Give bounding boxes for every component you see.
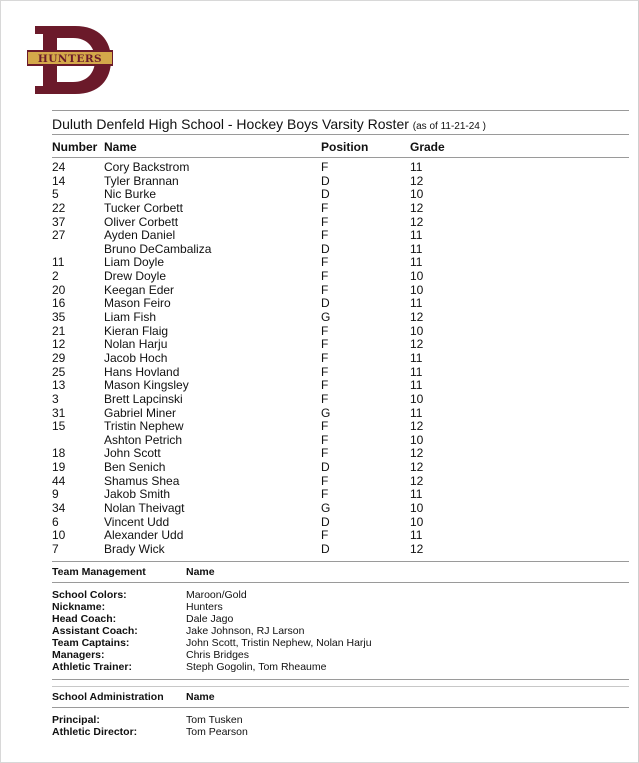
player-position: F <box>321 350 329 365</box>
player-name: Shamus Shea <box>104 473 180 488</box>
player-number: 9 <box>52 487 59 502</box>
player-number: 16 <box>52 296 66 311</box>
roster-list <box>52 158 629 561</box>
player-position: F <box>321 446 329 461</box>
info-row <box>52 601 629 613</box>
player-name: Tyler Brannan <box>104 173 179 188</box>
roster-row <box>52 529 629 543</box>
player-name: Drew Doyle <box>104 269 167 284</box>
team-management-header <box>52 562 629 582</box>
player-position: F <box>321 378 329 393</box>
player-grade: 12 <box>410 214 424 229</box>
info-value: Maroon/Gold <box>186 588 247 601</box>
roster-title: Duluth Denfeld High School - Hockey Boys Varsity Roster <box>52 116 409 132</box>
roster-row <box>52 256 629 270</box>
player-position: F <box>321 432 329 447</box>
player-number: 25 <box>52 364 66 379</box>
player-grade: 11 <box>410 528 423 543</box>
as-of-date: (as of 11-21-24 ) <box>412 121 486 132</box>
roster-row <box>52 543 629 557</box>
roster-row <box>52 366 629 380</box>
player-position: F <box>321 364 329 379</box>
player-position: F <box>321 255 329 270</box>
info-value: John Scott, Tristin Nephew, Nolan Harju <box>186 636 372 649</box>
player-number: 44 <box>52 473 66 488</box>
school-administration-list <box>52 708 629 744</box>
team-management-heading: Team Management <box>52 565 146 578</box>
player-position: G <box>321 405 331 420</box>
team-management-list <box>52 583 629 679</box>
player-position: D <box>321 187 330 202</box>
player-name: Nolan Harju <box>104 337 168 352</box>
column-position: Position <box>321 140 369 154</box>
info-row <box>52 714 629 726</box>
info-value: Hunters <box>186 600 223 613</box>
player-grade: 12 <box>410 541 424 556</box>
player-position: F <box>321 228 329 243</box>
school-administration-heading: School Administration <box>52 690 164 703</box>
player-name: Bruno DeCambaliza <box>104 241 212 256</box>
info-label: Assistant Coach: <box>52 624 138 637</box>
player-position: F <box>321 200 329 215</box>
roster-row <box>52 447 629 461</box>
player-position: F <box>321 473 329 488</box>
info-label: School Colors: <box>52 588 127 601</box>
info-row <box>52 589 629 601</box>
player-number: 19 <box>52 460 66 475</box>
roster-row <box>52 338 629 352</box>
player-name: Kieran Flaig <box>104 323 169 338</box>
player-grade: 11 <box>410 487 423 502</box>
player-number: 6 <box>52 514 59 529</box>
team-management-name-heading: Name <box>186 565 215 578</box>
player-name: John Scott <box>104 446 161 461</box>
roster-row <box>52 393 629 407</box>
info-row <box>52 625 629 637</box>
player-name: Jacob Hoch <box>104 350 168 365</box>
player-position: F <box>321 323 329 338</box>
roster-row <box>52 475 629 489</box>
roster-row <box>52 420 629 434</box>
player-name: Oliver Corbett <box>104 214 179 229</box>
player-name: Nolan Theivagt <box>104 501 185 516</box>
roster-row <box>52 188 629 202</box>
info-row <box>52 726 629 738</box>
player-name: Alexander Udd <box>104 528 184 543</box>
player-grade: 10 <box>410 269 424 284</box>
roster-row <box>52 516 629 530</box>
roster-row <box>52 325 629 339</box>
info-row <box>52 649 629 661</box>
info-row <box>52 613 629 625</box>
player-name: Ashton Petrich <box>104 432 183 447</box>
roster-header <box>52 135 629 157</box>
player-grade: 12 <box>410 446 424 461</box>
player-grade: 11 <box>410 160 423 174</box>
logo-text: HUNTERS <box>37 53 103 65</box>
player-name: Vincent Udd <box>104 514 170 529</box>
player-number: 5 <box>52 187 59 202</box>
roster-document <box>52 110 629 744</box>
player-grade: 11 <box>410 296 423 311</box>
info-value: Tom Pearson <box>186 725 248 738</box>
roster-row <box>52 461 629 475</box>
player-number: 31 <box>52 405 66 420</box>
roster-row <box>52 284 629 298</box>
player-number <box>52 434 104 448</box>
info-label: Head Coach: <box>52 612 117 625</box>
player-number: 11 <box>52 255 65 270</box>
player-grade: 12 <box>410 337 424 352</box>
player-number: 24 <box>52 160 66 174</box>
player-number: 22 <box>52 200 66 215</box>
player-name: Liam Fish <box>104 310 157 325</box>
player-name: Cory Backstrom <box>104 160 190 174</box>
player-name: Gabriel Miner <box>104 405 177 420</box>
player-number: 13 <box>52 378 66 393</box>
info-label: Principal: <box>52 713 100 726</box>
player-name: Mason Kingsley <box>104 378 189 393</box>
column-name: Name <box>104 140 137 154</box>
player-number: 2 <box>52 269 59 284</box>
info-label: Team Captains: <box>52 636 130 649</box>
roster-row <box>52 229 629 243</box>
school-administration-header <box>52 687 629 707</box>
roster-row <box>52 488 629 502</box>
info-value: Chris Bridges <box>186 648 250 661</box>
player-position: D <box>321 541 330 556</box>
player-grade: 12 <box>410 173 424 188</box>
player-name: Jakob Smith <box>104 487 171 502</box>
player-number: 29 <box>52 350 66 365</box>
player-name: Brady Wick <box>104 541 165 556</box>
player-grade: 12 <box>410 460 424 475</box>
player-name: Ben Senich <box>104 460 166 475</box>
player-number: 20 <box>52 282 66 297</box>
player-number: 37 <box>52 214 66 229</box>
roster-row <box>52 175 629 189</box>
info-row <box>52 637 629 649</box>
player-number: 15 <box>52 419 66 434</box>
player-name: Nic Burke <box>104 187 157 202</box>
player-position: F <box>321 269 329 284</box>
player-grade: 10 <box>410 514 424 529</box>
player-number: 35 <box>52 310 66 325</box>
roster-row <box>52 434 629 448</box>
info-label: Managers: <box>52 648 105 661</box>
player-name: Brett Lapcinski <box>104 391 183 406</box>
player-position: D <box>321 241 330 256</box>
roster-row <box>52 379 629 393</box>
player-grade: 12 <box>410 200 424 215</box>
roster-row <box>52 297 629 311</box>
roster-row <box>52 243 629 257</box>
player-grade: 11 <box>410 405 423 420</box>
info-value: Jake Johnson, RJ Larson <box>186 624 305 637</box>
player-number: 18 <box>52 446 66 461</box>
roster-row <box>52 502 629 516</box>
player-grade: 11 <box>410 350 423 365</box>
player-number: 3 <box>52 391 59 406</box>
player-grade: 11 <box>410 228 423 243</box>
player-position: F <box>321 337 329 352</box>
player-grade: 10 <box>410 187 424 202</box>
player-grade: 10 <box>410 323 424 338</box>
player-grade: 10 <box>410 391 424 406</box>
player-position: F <box>321 214 329 229</box>
player-number: 21 <box>52 323 66 338</box>
player-grade: 11 <box>410 255 423 270</box>
player-number: 10 <box>52 528 66 543</box>
column-grade: Grade <box>410 140 445 154</box>
player-name: Hans Hovland <box>104 364 180 379</box>
player-number: 27 <box>52 228 66 243</box>
player-number: 7 <box>52 541 59 556</box>
player-grade: 11 <box>410 364 423 379</box>
player-number <box>52 243 104 257</box>
school-administration-name-heading: Name <box>186 690 215 703</box>
roster-title-row <box>52 111 629 134</box>
column-number: Number <box>52 140 98 154</box>
player-position: F <box>321 160 329 174</box>
player-position: G <box>321 501 331 516</box>
player-grade: 10 <box>410 501 424 516</box>
player-position: F <box>321 487 329 502</box>
player-name: Liam Doyle <box>104 255 165 270</box>
player-grade: 12 <box>410 419 424 434</box>
player-number: 12 <box>52 337 66 352</box>
player-number: 14 <box>52 173 66 188</box>
player-position: D <box>321 514 330 529</box>
player-position: F <box>321 528 329 543</box>
roster-row <box>52 407 629 421</box>
player-position: F <box>321 282 329 297</box>
player-position: D <box>321 460 330 475</box>
player-grade: 10 <box>410 432 424 447</box>
roster-row <box>52 216 629 230</box>
player-position: F <box>321 391 329 406</box>
info-value: Tom Tusken <box>186 713 243 726</box>
player-grade: 12 <box>410 473 424 488</box>
info-row <box>52 661 629 673</box>
player-name: Mason Feiro <box>104 296 171 311</box>
player-grade: 11 <box>410 241 423 256</box>
player-name: Tristin Nephew <box>104 419 184 434</box>
player-grade: 10 <box>410 282 424 297</box>
roster-row <box>52 202 629 216</box>
roster-row <box>52 270 629 284</box>
denfeld-hunters-logo <box>27 26 113 94</box>
player-name: Ayden Daniel <box>104 228 176 243</box>
roster-row <box>52 352 629 366</box>
info-label: Athletic Trainer: <box>52 660 132 673</box>
player-name: Keegan Eder <box>104 282 175 297</box>
player-position: D <box>321 296 330 311</box>
roster-row <box>52 161 629 175</box>
info-label: Nickname: <box>52 600 106 613</box>
player-position: G <box>321 310 331 325</box>
info-value: Steph Gogolin, Tom Rheaume <box>186 660 327 673</box>
player-grade: 11 <box>410 378 423 393</box>
player-position: D <box>321 173 330 188</box>
player-position: F <box>321 419 329 434</box>
player-number: 34 <box>52 501 66 516</box>
player-grade: 12 <box>410 310 424 325</box>
info-label: Athletic Director: <box>52 725 138 738</box>
info-value: Dale Jago <box>186 612 234 625</box>
roster-row <box>52 311 629 325</box>
player-name: Tucker Corbett <box>104 200 183 215</box>
